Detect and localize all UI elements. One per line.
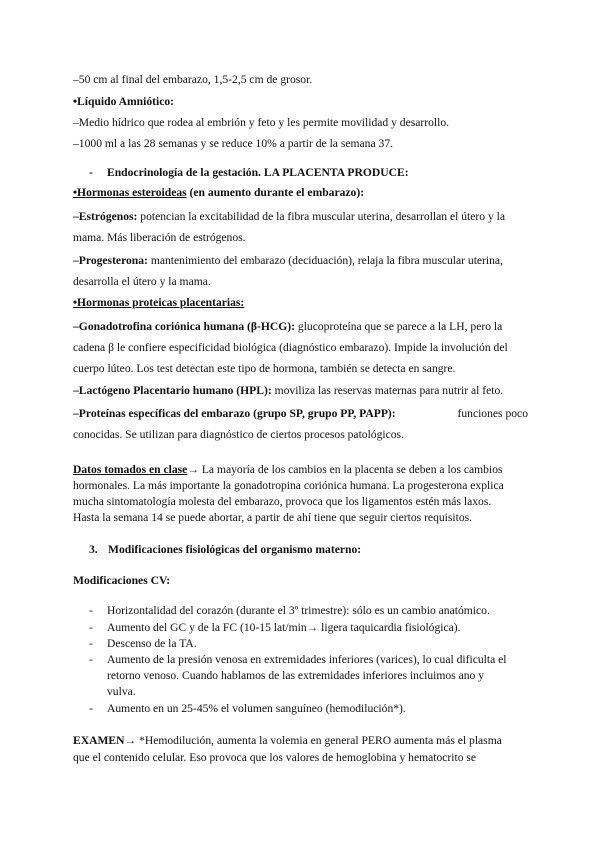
hormonas-proteicas-heading: •Hormonas proteicas placentarias:: [73, 296, 245, 309]
examen-text: *Hemodilución, aumenta la volemia en general PERO aumenta más el plasma: [136, 734, 502, 747]
list-item-continuation: vulva.: [107, 685, 136, 698]
hcg-text: glucoproteína que se parece a la LH, pero la: [295, 320, 503, 333]
hcg-label: –Gonadotrofina coriónica humana (β-HCG):: [73, 320, 295, 333]
paragraph-line: cadena β le confiere especificidad biológica (diagnóstico embarazo). Impide la involución del: [73, 341, 508, 354]
justified-line: [73, 407, 528, 421]
hpl-label: –Lactógeno Placentario humano (HPL):: [73, 384, 272, 397]
bullet-dash: -: [89, 166, 93, 179]
arrow-icon: →: [187, 463, 199, 476]
paragraph-line: que el contenido celular. Eso provoca que los valores de hemoglobina y hematocrito se: [73, 751, 477, 764]
paragraph-line: [73, 734, 502, 748]
paragraph-line: mucha sintomatología molesta del embarazo, provoca que los ligamentos estén más laxos.: [73, 495, 492, 508]
paragraph-line: mama. Más liberación de estrógenos.: [73, 231, 246, 244]
paragraph-line: [73, 384, 503, 398]
paragraph-line: –1000 ml a las 28 semanas y se reduce 10% a partir de la semana 37.: [73, 137, 394, 150]
paragraph-line: –50 cm al final del embarazo, 1,5-2,5 cm de grosor.: [73, 73, 313, 86]
hormonas-esteroideas-heading: [73, 186, 364, 200]
paragraph-line: –Medio hídrico que rodea al embrión y feto y les permite movilidad y desarrollo.: [73, 116, 450, 129]
progesterona-label: –Progesterona:: [73, 254, 148, 267]
paragraph-line: [73, 320, 502, 334]
list-item: Aumento del GC y de la FC (10-15 lat/min→ ligera taquicardia fisiológica).: [107, 621, 461, 634]
bullet-dash: -: [89, 604, 93, 617]
proteinas-text: funciones poco: [457, 407, 528, 420]
datos-text: La mayoría de los cambios en la placenta se deben a los cambios: [198, 463, 503, 476]
endocrinologia-heading: Endocrinología de la gestación. LA PLACENTA PRODUCE:: [107, 166, 409, 179]
bullet-dash: -: [89, 621, 93, 634]
list-item: Descenso de la TA.: [107, 637, 197, 650]
section-3-heading: Modificaciones fisiológicas del organismo materno:: [108, 543, 362, 556]
examen-label: EXAMEN: [73, 734, 125, 747]
hpl-text: moviliza las reservas maternas para nutrir al feto.: [271, 384, 504, 397]
paragraph-line: conocidas. Se utilizan para diagnóstico de ciertos procesos patológicos.: [73, 428, 404, 441]
section-number: 3.: [89, 543, 98, 556]
list-item: Horizontalidad del corazón (durante el 3º trimestre): sólo es un cambio anatómico.: [107, 604, 490, 617]
list-item: Aumento en un 25-45% el volumen sanguíneo (hemodilución*).: [107, 702, 406, 715]
list-item: Aumento de la presión venosa en extremidades inferiores (varices), lo cual dificulta el: [107, 653, 507, 666]
bullet-dash: -: [89, 702, 93, 715]
paragraph-line: [73, 254, 503, 268]
paragraph-line: [73, 463, 503, 477]
paragraph-line: desarrolla el útero y la mama.: [73, 275, 211, 288]
datos-clase-label: Datos tomados en clase: [73, 463, 188, 476]
arrow-icon: →: [124, 734, 137, 747]
paragraph-line: cuerpo lúteo. Los test detectan este tipo de hormona, también se detecta en sangre.: [73, 362, 456, 375]
list-item-continuation: retorno venoso. Cuando hablamos de las extremidades inferiores incluimos ano y: [107, 669, 485, 682]
bullet-dash: -: [89, 637, 93, 650]
paragraph-line: [73, 210, 505, 224]
paragraph-line: hormonales. La más importante la gonadotropina coriónica humana. La progesterona explica: [73, 479, 504, 492]
liquido-amniotico-heading: •Líquido Amniótico:: [73, 95, 175, 108]
progesterona-text: mantenimiento del embarazo (deciduación), relaja la fibra muscular uterina,: [147, 254, 503, 267]
bullet-dash: -: [89, 653, 93, 666]
estrogenos-text: potencian la excitabilidad de la fibra muscular uterina, desarrollan el útero y la: [137, 210, 506, 223]
modificaciones-cv-heading: Modificaciones CV:: [73, 574, 171, 587]
proteinas-label: –Proteínas específicas del embarazo (grupo SP, grupo PP, PAPP):: [73, 407, 396, 420]
hormonas-esteroideas-suffix: (en aumento durante el embarazo):: [186, 186, 365, 199]
hormonas-esteroideas-label: •Hormonas esteroideas: [73, 186, 187, 199]
estrogenos-label: –Estrógenos:: [73, 210, 138, 223]
paragraph-line: Hasta la semana 14 se puede abortar, a partir de ahí tiene que seguir ciertos requisitos.: [73, 511, 473, 524]
